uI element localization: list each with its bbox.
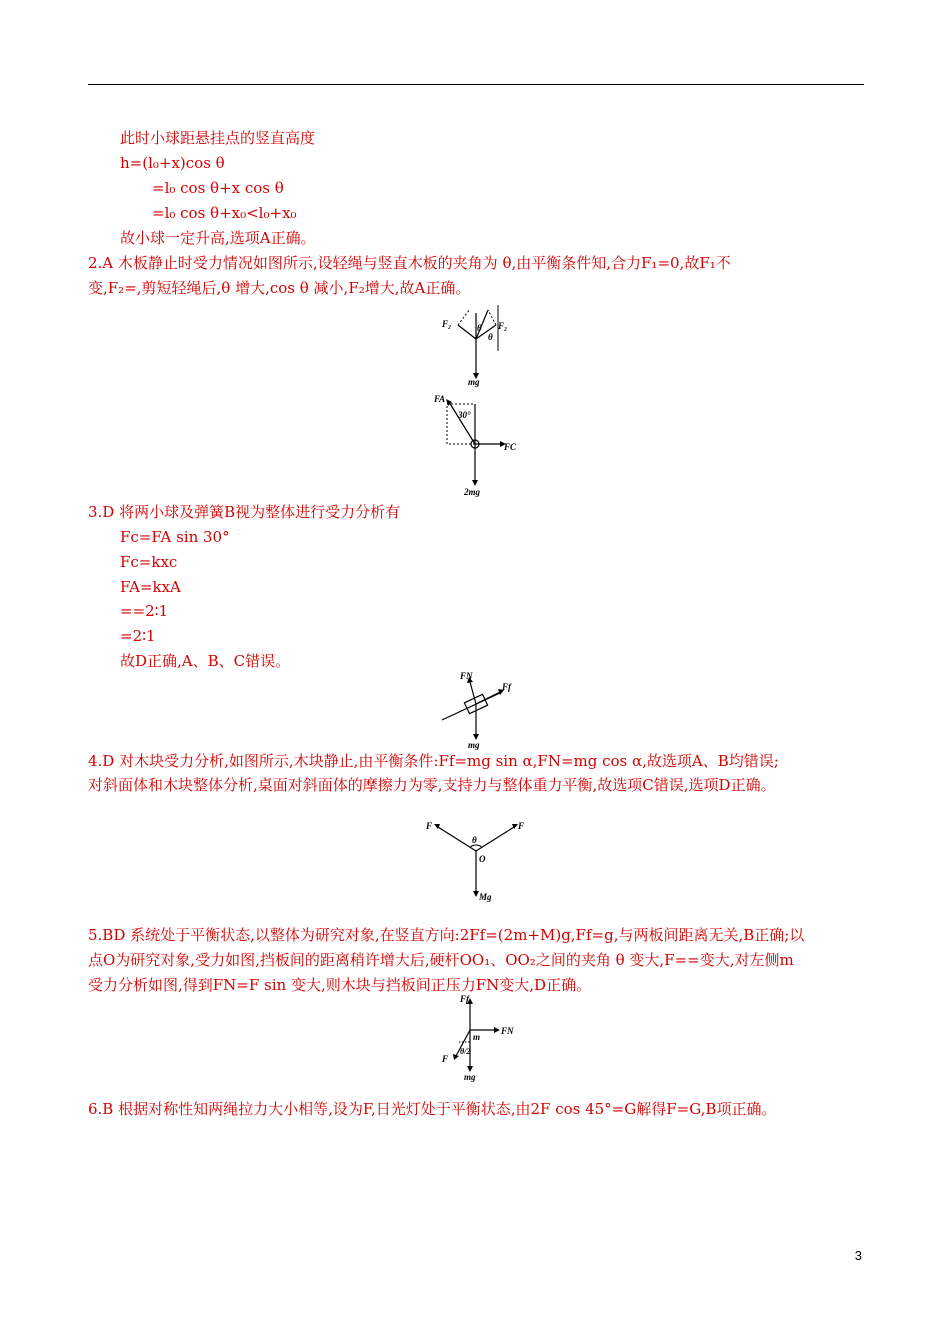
force-diagram-spring	[430, 392, 520, 502]
text-line: Fc=kxc	[120, 553, 178, 571]
text-line: FA=kxA	[120, 578, 181, 596]
label-theta: θ	[472, 835, 477, 845]
label-fa: FA	[434, 394, 446, 404]
label-o: O	[479, 854, 486, 864]
label-mg: Mg	[479, 892, 492, 902]
text-line: 4.D 对木块受力分析,如图所示,木块静止,由平衡条件:Ff=mg sin α,FN=mg cos α,故选项A、B均错误;	[88, 752, 779, 770]
header-rule	[88, 84, 864, 85]
text-line: Fc=FA sin 30°	[120, 528, 230, 546]
page-number: 3	[854, 1248, 862, 1263]
text-line: 6.B 根据对称性知两绳拉力大小相等,设为F,日光灯处于平衡状态,由2F cos 45°=G解得F=G,B项正确。	[88, 1100, 777, 1118]
label-f2-right: F₂	[498, 321, 508, 331]
label-fn: FN	[460, 671, 473, 681]
label-f: F	[442, 1054, 449, 1064]
label-theta2: θ	[488, 332, 493, 342]
text-line: ==2∶1	[120, 602, 169, 620]
label-theta-half: θ/2	[460, 1047, 471, 1056]
force-diagram-point-o	[424, 815, 528, 911]
text-line: 受力分析如图,得到FN=F sin 变大,则木块与挡板间正压力FN变大,D正确。	[88, 976, 592, 994]
label-f-left: F	[426, 821, 433, 831]
text-line: 2.A 木板静止时受力情况如图所示,设轻绳与竖直木板的夹角为 θ,由平衡条件知,合力F₁=0,故F₁不	[88, 254, 731, 272]
text-line: 点O为研究对象,受力如图,挡板间的距离稍许增大后,硬杆OO₁、OO₂之间的夹角 θ 变大,F==变大,对左侧m	[88, 951, 794, 969]
label-mg: mg	[468, 740, 480, 750]
text-line: 3.D 将两小球及弹簧B视为整体进行受力分析有	[88, 503, 401, 521]
label-weight: 2mg	[464, 487, 481, 497]
label-ff: Ff	[460, 994, 469, 1004]
label-mg: mg	[468, 377, 480, 387]
label-ff: Ff	[502, 682, 511, 692]
text-line: 故小球一定升高,选项A正确。	[120, 229, 316, 247]
text-line: =2∶1	[120, 627, 156, 645]
force-diagram-block-m	[438, 992, 518, 1088]
force-diagram-board	[438, 305, 518, 391]
label-fn: FN	[501, 1026, 514, 1036]
label-fc: FC	[504, 442, 517, 452]
text-line: =l₀ cos θ+x₀<l₀+x₀	[152, 204, 297, 222]
text-line: 此时小球距悬挂点的竖直高度	[120, 129, 316, 147]
label-mg: mg	[464, 1072, 476, 1082]
text-line: 对斜面体和木块整体分析,桌面对斜面体的摩擦力为零,支持力与整体重力平衡,故选项C错误,选项D正确。	[88, 776, 776, 794]
force-diagram-incline	[440, 670, 520, 754]
label-angle: 30°	[458, 410, 471, 420]
label-theta1: θ	[477, 323, 482, 333]
text-line: h=(l₀+x)cos θ	[120, 154, 225, 172]
text-line: 变,F₂=,剪短轻绳后,θ 增大,cos θ 减小,F₂增大,故A正确。	[88, 279, 471, 297]
label-f2-left: F₂	[442, 319, 452, 329]
label-m: m	[473, 1032, 481, 1042]
label-f-right: F	[518, 821, 525, 831]
text-line: =l₀ cos θ+x cos θ	[152, 179, 284, 197]
text-line: 5.BD 系统处于平衡状态,以整体为研究对象,在竖直方向:2Ff=(2m+M)g,Ff=g,与两板间距离无关,B正确;以	[88, 926, 805, 944]
text-line: 故D正确,A、B、C错误。	[120, 652, 291, 670]
